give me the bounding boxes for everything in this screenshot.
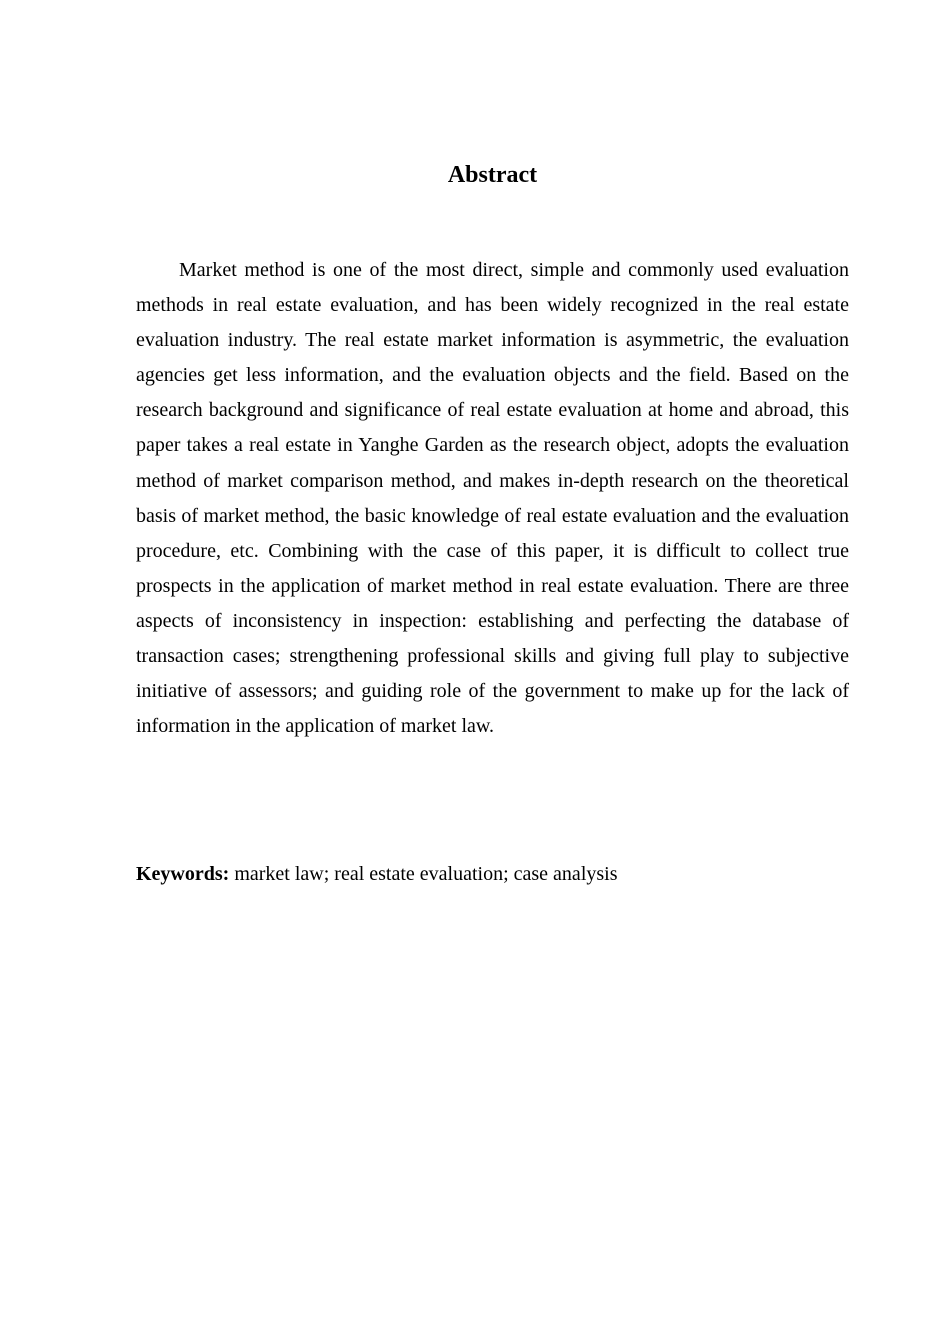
- abstract-paragraph: Market method is one of the most direct, simple and commonly used evaluation methods in real estate evaluation, and has been widely recognized in the real estate evaluation industry. The real estate market information is asymmetric, the evaluation agencies get less information, and the evaluation objects and the field. Based on the research background and significance of real estate evaluation at home and abroad, this paper takes a real estate in Yanghe Garden as the research object, adopts the evaluation method of market comparison method, and makes in-depth research on the theoretical basis of market method, the basic knowledge of real estate evaluation and the evaluation procedure, etc. Combining with the case of this paper, it is difficult to collect true prospects in the application of market method in real estate evaluation. There are three aspects of inconsistency in inspection: establishing and perfecting the database of transaction cases; strengthening professional skills and giving full play to subjective initiative of assessors; and guiding role of the government to make up for the lack of information in the application of market law.: [136, 259, 849, 738]
- keywords-label: Keywords:: [136, 863, 230, 885]
- keywords-value: market law; real estate evaluation; case analysis: [234, 863, 618, 885]
- keywords-line: [136, 857, 849, 892]
- abstract-title: Abstract: [447, 162, 538, 188]
